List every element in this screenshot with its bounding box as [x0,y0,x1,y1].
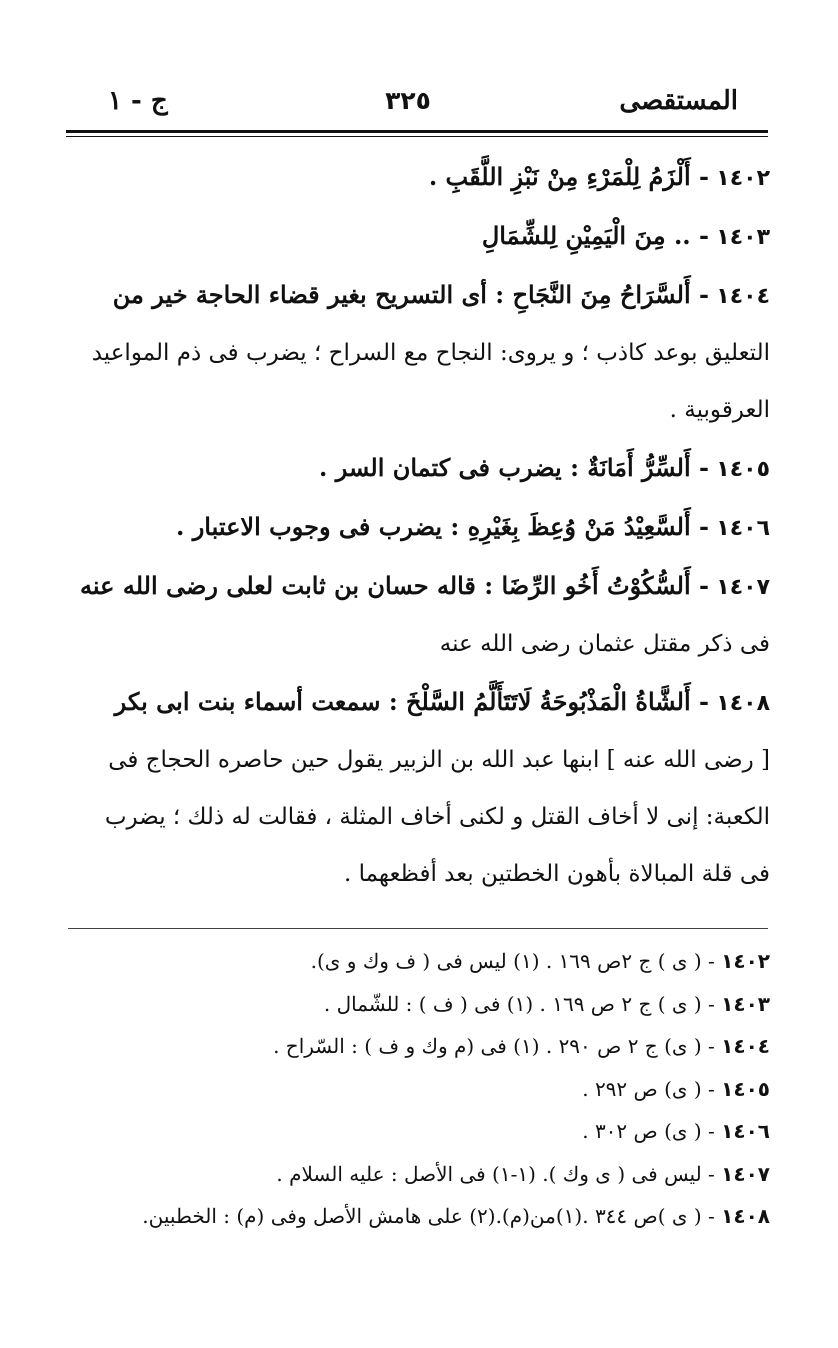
entry-number: ١٤٠٣ [716,225,770,250]
page-number: ٣٢٥ [385,86,431,115]
entry-continuation: فى قلة المبالاة بأهون الخطتين بعد أفظعهما . [343,861,770,887]
footnote-1408 [70,1195,770,1238]
entry-text: - أَلسَّعِيْدُ مَنْ وُعِظَ بِغَيْرِهِ : يضرب فى وجوب الاعتبار . [176,512,709,541]
footnote-number: ١٤٠٦ [721,1119,770,1143]
footnote-separator [68,928,768,929]
footnote-1405 [70,1068,770,1111]
book-title: المستقصى [619,86,738,116]
proverb-entry-1408 [70,673,770,732]
header-rule-thin [66,136,768,137]
footnote-text: - ( ى) ص ٢٩٢ . [582,1076,715,1101]
entry-text: - أَلسِّرُّ أَمَانَةٌ : يضرب فى كتمان السر . [319,453,709,482]
entry-continuation: الكعبة: إنى لا أخاف القتل و لكنى أخاف المثلة ، فقالت له ذلك ؛ يضرب [104,804,770,830]
footnote-number: ١٤٠٨ [721,1204,770,1228]
footnote-text: - ( ى )ص ٣٤٤ .(١)من(م).(٢) على هامش الأصل وفى (م) : الخطبين. [142,1204,715,1228]
footnote-number: ١٤٠٢ [721,949,770,973]
proverb-entry-1402 [70,148,770,207]
entry-text: - أَلسُّكُوْتُ أَخُو الرِّضَا : قاله حسان بن ثابت لعلى رضى الله عنه [80,571,709,600]
entry-number: ١٤٠٧ [716,575,770,600]
entry-number: ١٤٠٤ [716,284,770,309]
entry-number: ١٤٠٨ [716,691,770,716]
proverb-entry-1407 [70,557,770,616]
entry-number: ١٤٠٢ [716,166,770,191]
volume-label: ج - ١ [108,86,168,116]
proverb-entry-1404 [70,266,770,325]
footnote-1402 [70,940,770,983]
page-header [68,78,748,126]
footnote-text: - ( ى ) ج ٢ص ١٦٩ . (١) ليس فى ( ف وك و ى). [310,949,715,973]
proverb-entry-1405 [70,439,770,498]
entry-continuation: العرقوبية . [669,397,770,423]
proverb-entry-1403 [70,207,770,266]
footnote-number: ١٤٠٣ [721,991,770,1016]
footnote-1407 [70,1153,770,1196]
proverb-entry-1406 [70,498,770,557]
footnote-text: - ( ى) ص ٣٠٢ . [582,1119,715,1143]
entry-text: - .. مِنَ الْيَمِيْنِ لِلشِّمَالِ [481,221,709,250]
entry-number: ١٤٠٥ [716,457,770,482]
header-rule-thick [66,130,768,133]
footnote-number: ١٤٠٧ [721,1161,770,1186]
footnotes [70,940,770,1238]
footnote-text: - ( ى ) ج ٢ ص ١٦٩ . (١) فى ( ف ) : للشّمال . [323,991,715,1016]
footnote-1403 [70,983,770,1026]
entry-text: - أَلْزَمُ لِلْمَرْءِ مِنْ نَبْزِ اللَّقَبِ . [428,162,709,191]
footnote-number: ١٤٠٤ [721,1034,770,1058]
entry-text: - أَلشَّاةُ الْمَذْبُوحَةُ لَاتَتَأَلَّمُ السَّلْخَ : سمعت أسماء بنت ابى بكر [114,687,709,716]
entry-text: - أَلسَّرَاحُ مِنَ النَّجَاحِ : أى التسريح بغير قضاء الحاجة خير من [112,280,709,309]
entry-continuation: فى ذكر مقتل عثمان رضى الله عنه [439,631,770,657]
footnote-text: - ليس فى ( ى وك ). (١-١) فى الأصل : عليه السلام . [276,1161,715,1186]
footnote-1406 [70,1110,770,1153]
footnote-number: ١٤٠٥ [721,1076,770,1101]
entry-continuation: [ رضى الله عنه ] ابنها عبد الله بن الزبير يقول حين حاصره الحجاج فى [108,747,770,773]
footnote-text: - ( ى) ج ٢ ص ٢٩٠ . (١) فى (م وك و ف ) : السّراح . [273,1034,715,1058]
entry-continuation: التعليق بوعد كاذب ؛ و يروى: النجاح مع السراح ؛ يضرب فى ذم المواعيد [91,340,770,366]
footnote-1404 [70,1025,770,1068]
entry-number: ١٤٠٦ [716,516,770,541]
proverb-entries [70,148,770,903]
